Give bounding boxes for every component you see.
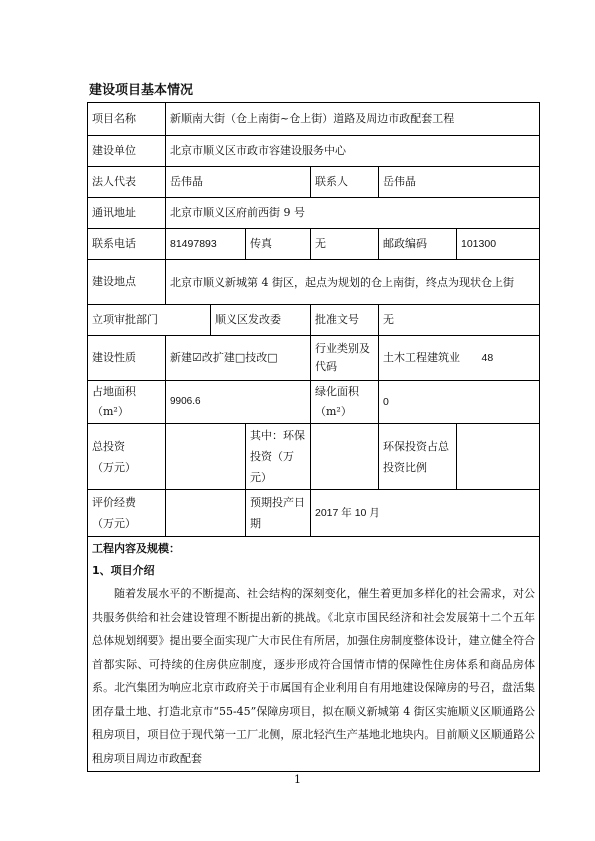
value-doc: 无 bbox=[379, 305, 540, 336]
investment-label-text: 总投资 bbox=[92, 439, 125, 453]
value-phone: 81497893 bbox=[166, 229, 246, 260]
label-industry: 行业类别及代码 bbox=[311, 336, 379, 381]
content-subtitle: 1、项目介绍 bbox=[92, 564, 155, 577]
label-post: 邮政编码 bbox=[379, 229, 457, 260]
row-unit bbox=[88, 136, 540, 167]
label-address: 通讯地址 bbox=[88, 198, 166, 229]
area-label-text: 占地面积 bbox=[92, 385, 136, 398]
value-address: 北京市顺义区府前西街 9 号 bbox=[166, 198, 540, 229]
row-project-name bbox=[88, 103, 540, 136]
label-fee bbox=[88, 490, 166, 537]
value-industry bbox=[379, 336, 540, 381]
label-unit: 建设单位 bbox=[88, 136, 166, 167]
value-legal: 岳伟晶 bbox=[166, 167, 311, 198]
label-doc: 批准文号 bbox=[311, 305, 379, 336]
value-fax: 无 bbox=[311, 229, 379, 260]
basic-info-table bbox=[87, 102, 540, 772]
value-green: 0 bbox=[379, 381, 540, 424]
industry-name: 土木工程建筑业 bbox=[383, 351, 460, 364]
label-fax: 传真 bbox=[246, 229, 311, 260]
value-contact: 岳伟晶 bbox=[379, 167, 540, 198]
value-post: 101300 bbox=[457, 229, 540, 260]
row-fee bbox=[88, 490, 540, 537]
label-phone: 联系电话 bbox=[88, 229, 166, 260]
value-env-ratio bbox=[457, 424, 540, 490]
label-green bbox=[311, 381, 379, 424]
green-unit: （m²） bbox=[315, 405, 352, 418]
row-phone bbox=[88, 229, 540, 260]
value-area: 9906.6 bbox=[166, 381, 311, 424]
row-approval bbox=[88, 305, 540, 336]
section-heading: 建设项目基本情况 bbox=[89, 83, 194, 98]
content-paragraph: 随着发展水平的不断提高、社会结构的深刻变化，催生着更加多样化的社会需求，对公共服务供给和社会建设管理不断提出新的挑战。《北京市国民经济和社会发展第十二个五年总体规划纲要》提出要全面实现广大市民住有所居，加强住房制度整体设计，建立健全符合首都实际、可持续的住房供应制度，逐步形成符合国情市情的保障性住房体系和商品房体系。北汽集团为响应北京市政府关于市属国有企业利用自有用地建设保障房的号召，盘活集团存量土地、打造北京市“55-45”保障房项目，拟在顺义新城第 4 街区实施顺义区顺通路公租房项目，项目位于现代第一工厂北侧，原北轻汽生产基地北地块内。目前顺义区顺通路公租房项目周边市政配套 bbox=[92, 587, 536, 765]
green-label-text: 绿化面积 bbox=[315, 385, 359, 398]
value-approval: 顺义区发改委 bbox=[211, 305, 311, 336]
content-title: 工程内容及规模： bbox=[92, 542, 180, 555]
value-project-name: 新顺南大街（仓上南街~仓上街）道路及周边市政配套工程 bbox=[166, 103, 540, 136]
fee-label-text: 评价经费 bbox=[92, 496, 136, 509]
investment-unit: （万元） bbox=[92, 460, 136, 474]
label-approval: 立项审批部门 bbox=[88, 305, 211, 336]
label-nature: 建设性质 bbox=[88, 336, 166, 381]
label-legal: 法人代表 bbox=[88, 167, 166, 198]
label-date: 预期投产日期 bbox=[246, 490, 311, 537]
value-date: 2017 年 10 月 bbox=[311, 490, 540, 537]
value-nature: 新建☑改扩建□技改□ bbox=[166, 336, 311, 381]
label-location: 建设地点 bbox=[88, 260, 166, 305]
value-env-investment bbox=[311, 424, 379, 490]
industry-code: 48 bbox=[481, 352, 494, 364]
label-env-investment: 其中：环保投资（万元） bbox=[246, 424, 311, 490]
label-contact: 联系人 bbox=[311, 167, 379, 198]
row-content bbox=[88, 537, 540, 772]
value-location: 北京市顺义新城第 4 街区，起点为规划的仓上南街，终点为现状仓上街 bbox=[166, 260, 540, 305]
row-investment bbox=[88, 424, 540, 490]
label-investment bbox=[88, 424, 166, 490]
value-unit: 北京市顺义区市政市容建设服务中心 bbox=[166, 136, 540, 167]
fee-unit: （万元） bbox=[92, 517, 136, 530]
value-fee bbox=[166, 490, 246, 537]
row-nature bbox=[88, 336, 540, 381]
page-number: 1 bbox=[294, 773, 301, 786]
label-area bbox=[88, 381, 166, 424]
content-cell bbox=[88, 537, 540, 772]
row-legal bbox=[88, 167, 540, 198]
row-area bbox=[88, 381, 540, 424]
label-project-name: 项目名称 bbox=[88, 103, 166, 136]
row-address bbox=[88, 198, 540, 229]
row-location bbox=[88, 260, 540, 305]
label-env-ratio: 环保投资占总投资比例 bbox=[379, 424, 457, 490]
area-unit: （m²） bbox=[92, 405, 129, 418]
value-investment bbox=[166, 424, 246, 490]
